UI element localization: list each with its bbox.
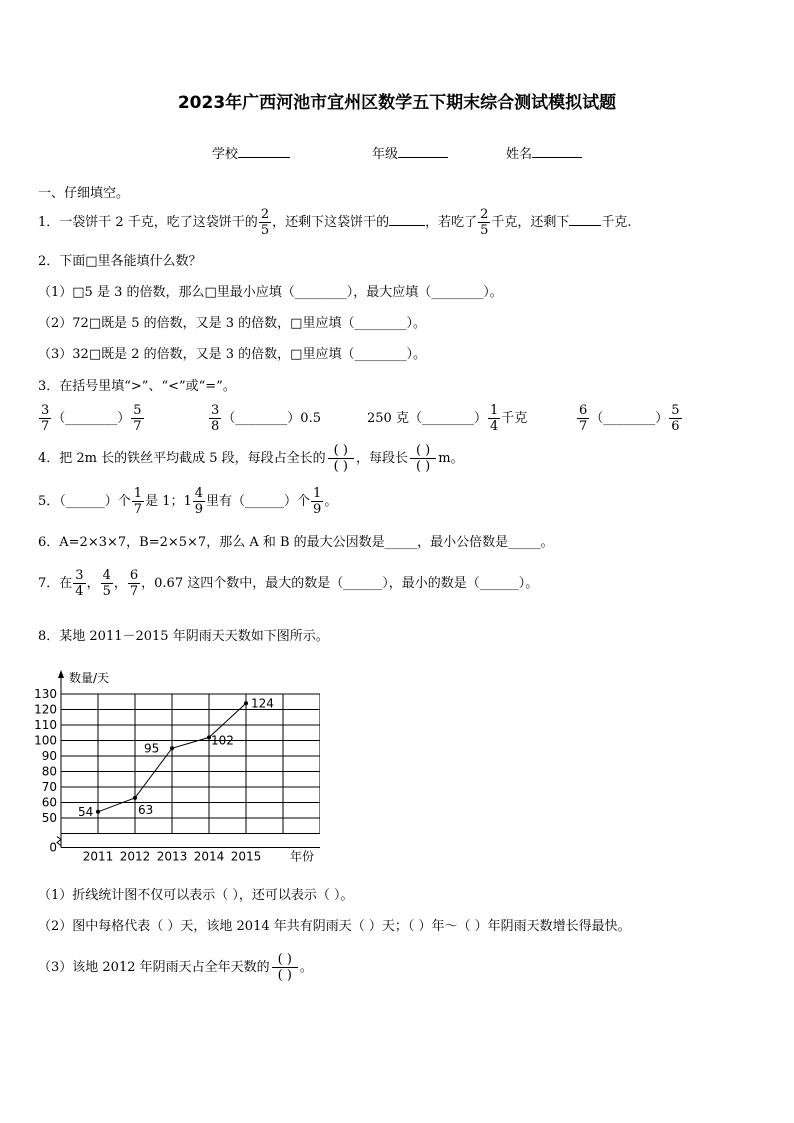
question-4: 4．把 2m 长的铁丝平均截成 5 段，每段占全长的 ( ) ( ) ，每段长 ( ) ( ) m。 [38,443,464,474]
question-8-sub-3: （3）该地 2012 年阴雨天占全年天数的 ( ) ( ) 。 [38,952,313,983]
grade-field: 年级 [372,143,448,162]
question-3-item-c: 250 克（________） $\frac{1}{4}$ 千克 [367,403,528,434]
x-axis-label: 年份 [290,849,315,864]
question-2-heading: 2．下面□里各能填什么数？ [38,254,202,269]
y-tick-label: 50 [41,811,57,825]
y-axis-label: 数量/天 [69,671,110,685]
question-3-item-b: $\frac{3}{8}$ （________）0.5 [211,403,321,434]
y-tick-label: 70 [41,780,57,794]
question-2-line-3: （3）32□既是 2 的倍数，又是 3 的倍数，□里应填（________）。 [38,347,426,362]
data-label: 102 [211,733,234,748]
data-point [96,810,100,814]
data-label: 54 [78,804,94,819]
y-tick-label: 110 [34,718,57,732]
question-8-heading: 8．某地 2011－2015 年阴雨天天数如下图所示。 [38,629,329,644]
x-tick-label: 2014 [193,849,225,864]
line-chart [30,664,320,872]
chart-axes [57,670,320,851]
y-tick-label: 0 [49,840,57,855]
y-tick-label: 80 [41,764,57,779]
axis-break [57,837,61,846]
y-tick-label: 130 [34,687,57,701]
question-6: 6．A=2×3×7，B=2×5×7，那么 A 和 B 的最大公因数是_____，最小公倍数是_____。 [38,535,554,550]
section-heading: 一、仔细填空。 [38,186,130,201]
question-2-line-1: （1）□5 是 3 的倍数，那么□里最小应填（________），最大应填（________）。 [38,285,503,300]
chart-marks [78,696,274,819]
x-tick-label: 2011 [82,849,114,864]
fraction: $\frac{2}{5}$ [260,207,270,238]
data-point [170,746,174,750]
y-tick-label: 60 [41,795,57,810]
question-5: 5．（______）个 $\frac{1}{7}$ 是 1；1 $\frac{4}{9}$ 里有（______）个 $\frac{1}{9}$ 。 [38,486,338,517]
question-3-item-a: $\frac{3}{7}$ （________） $\frac{5}{7}$ [41,403,142,434]
question-7: 7．在 $\frac{3}{4}$ ， $\frac{4}{5}$ ， $\frac{6}{7}$ ，0.67 这四个数中，最大的数是（______），最小的数是（______）。 [38,568,539,599]
page-title: 2023年广西河池市宜州区数学五下期末综合测试模拟试题 [177,93,617,113]
chart-grid [61,694,320,834]
data-label: 63 [138,802,154,817]
x-tick-label: 2015 [230,849,262,864]
y-tick-label: 100 [34,733,57,748]
data-point [133,796,137,800]
y-axis-arrow [58,670,64,678]
school-field: 学校 [212,143,290,162]
data-label: 95 [144,741,160,756]
y-tick-label: 120 [34,702,57,717]
question-3-heading: 3．在括号里填“>”、“<”或“=”。 [38,379,236,394]
question-2-line-2: （2）72□既是 5 的倍数，又是 3 的倍数，□里应填（________）。 [38,316,426,331]
question-8-sub-2: （2）图中每格代表（ ）天，该地 2014 年共有阴雨天（ ）天；（ ）年～（ ）年阴雨天数增长得最快。 [38,919,631,934]
fraction: $\frac{2}{5}$ [480,207,489,238]
name-field: 姓名 [506,143,582,162]
data-label: 124 [251,696,274,711]
x-tick-label: 2013 [156,849,188,864]
data-point [244,701,248,705]
question-8-sub-1: （1）折线统计图不仅可以表示（ ），还可以表示（ ）。 [38,888,354,903]
y-tick-label: 90 [41,749,57,763]
question-1: 1．一袋饼干 2 千克，吃了这袋饼干的 $\frac{2}{5}$ ，还剩下这袋饼干的 ，若吃了 $\frac{2}{5}$ 千克，还剩下 千克. [38,207,632,238]
question-3-item-d: $\frac{6}{7}$ （________） $\frac{5}{6}$ [579,403,680,434]
x-tick-label: 2012 [119,849,151,864]
